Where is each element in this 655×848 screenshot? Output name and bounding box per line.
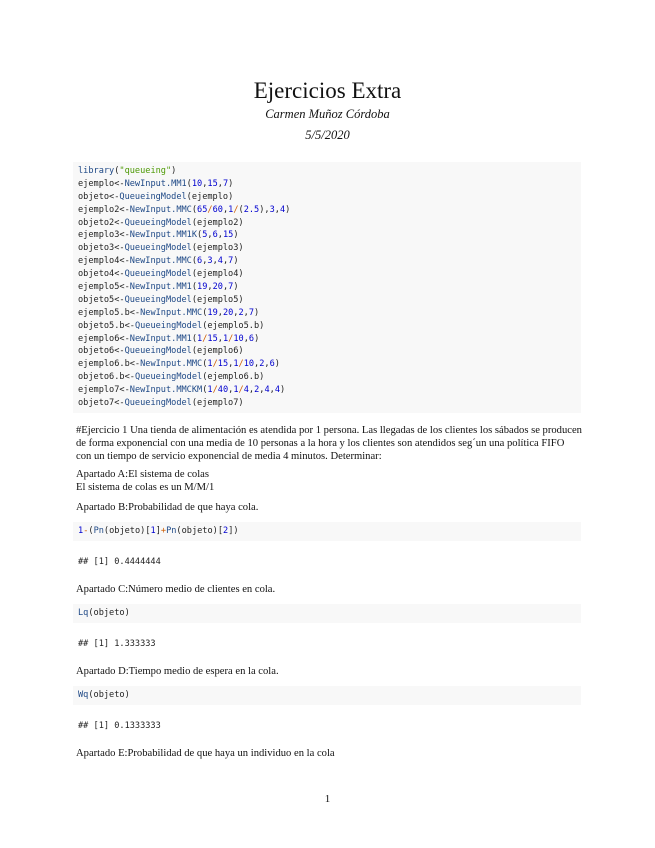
apartado-c-title: Apartado C:Número medio de clientes en cola. [76, 584, 276, 595]
code-line: ejemplo<-NewInput.MM1(10,15,7) [78, 178, 234, 189]
code-line: objeto5.b<-QueueingModel(ejemplo5.b) [78, 320, 265, 331]
code-line: objeto6.b<-QueueingModel(ejemplo6.b) [78, 372, 265, 383]
output-d: ## [1] 0.1333333 [78, 721, 161, 731]
code-line: ejemplo2<-NewInput.MMC(65/60,1/(2.5),3,4) [78, 204, 291, 215]
document-title: Ejercicios Extra [253, 78, 402, 103]
code-block-b [73, 522, 581, 541]
apartado-b-title: Apartado B:Probabilidad de que haya cola. [76, 502, 259, 513]
exercise-statement: #Ejercicio 1 Una tienda de alimentación es atendida por 1 persona. Las llegadas de los clientes los sábados se producen de forma exponencial con una media de 10 personas a la hora y los clientes son atendidos seg´un una política FIFO con un tiempo de servicio exponencial de media 4 minutos. Determinar: [76, 425, 582, 462]
code-line: ejemplo5<-NewInput.MM1(19,20,7) [78, 282, 239, 293]
code-line: ejemplo7<-NewInput.MMCKM(1/40,1/4,2,4,4) [78, 385, 286, 396]
apartado-e-title: Apartado E:Probabilidad de que haya un individuo en la cola [76, 748, 335, 759]
code-block-c [73, 604, 581, 623]
page-number: 1 [324, 793, 331, 805]
apartado-a-answer: El sistema de colas es un M/M/1 [76, 482, 215, 493]
code-line: 1-(Pn(objeto)[1]+Pn(objeto)[2]) [78, 526, 239, 536]
code-line: objeto6<-QueueingModel(ejemplo6) [78, 346, 244, 357]
code-line: ejemplo3<-NewInput.MM1K(5,6,15) [78, 230, 239, 241]
apartado-d-title: Apartado D:Tiempo medio de espera en la cola. [76, 666, 279, 677]
code-line: objeto3<-QueueingModel(ejemplo3) [78, 243, 244, 254]
document-date: 5/5/2020 [305, 128, 350, 142]
code-block-main [73, 162, 581, 413]
code-line: objeto<-QueueingModel(ejemplo) [78, 191, 234, 202]
code-line: library("queueing") [78, 166, 177, 176]
code-line: Lq(objeto) [78, 608, 130, 618]
output-b: ## [1] 0.4444444 [78, 557, 161, 567]
code-line: Wq(objeto) [78, 690, 130, 700]
code-line: ejemplo5.b<-NewInput.MMC(19,20,2,7) [78, 307, 260, 318]
code-block-d [73, 686, 581, 705]
code-line: objeto4<-QueueingModel(ejemplo4) [78, 269, 244, 280]
code-line: objeto7<-QueueingModel(ejemplo7) [78, 398, 244, 409]
code-line: ejemplo6<-NewInput.MM1(1/15,1/10,6) [78, 333, 260, 344]
code-line: objeto2<-QueueingModel(ejemplo2) [78, 217, 244, 228]
output-c: ## [1] 1.333333 [78, 639, 156, 649]
code-line: objeto5<-QueueingModel(ejemplo5) [78, 294, 244, 305]
code-line: ejemplo6.b<-NewInput.MMC(1/15,1/10,2,6) [78, 359, 280, 370]
apartado-a-title: Apartado A:El sistema de colas [76, 469, 209, 480]
code-line: ejemplo4<-NewInput.MMC(6,3,4,7) [78, 256, 239, 267]
document-author: Carmen Muñoz Córdoba [265, 107, 390, 121]
